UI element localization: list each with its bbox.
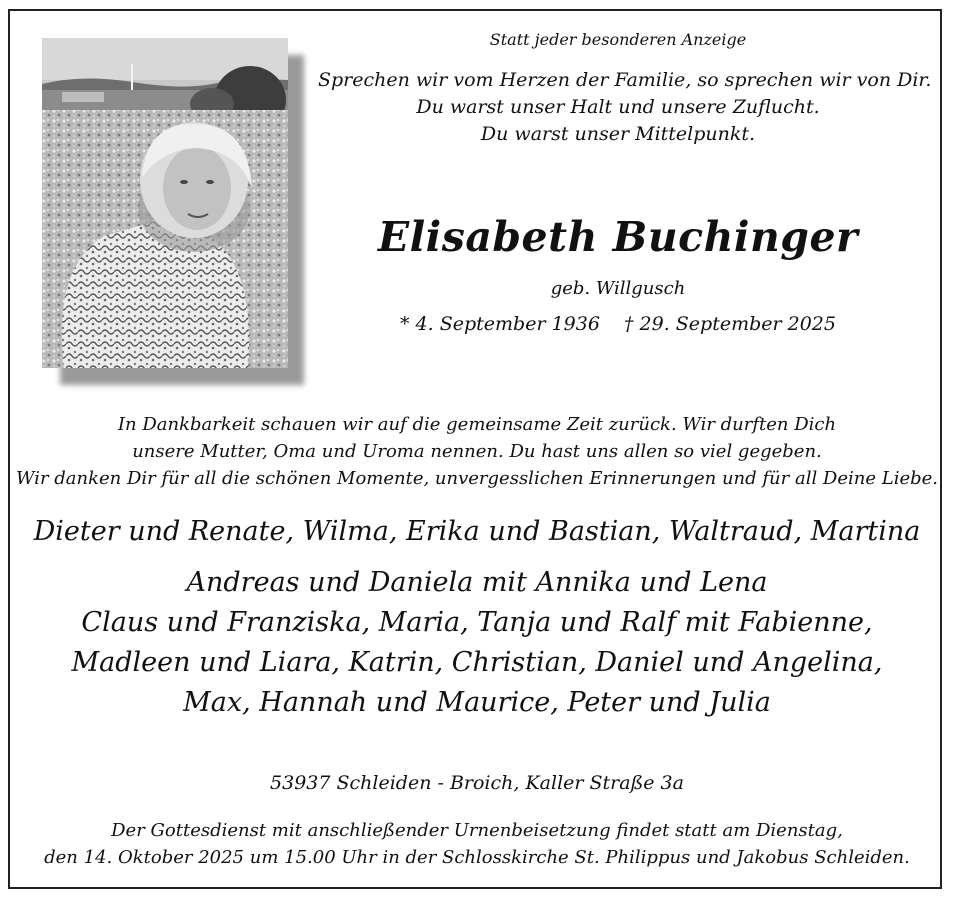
portrait-photo (42, 38, 288, 368)
family-names-children: Dieter und Renate, Wilma, Erika und Bastian, Waltraud, Martina (33, 516, 921, 547)
service-line: Der Gottesdienst mit anschließender Urnenbeisetzung findet statt am Dienstag, (111, 820, 843, 841)
thanks-text (0, 411, 954, 492)
death-date: † 29. September 2025 (623, 313, 836, 335)
quote-line: Du warst unser Halt und unsere Zuflucht. (416, 96, 820, 118)
deceased-name: Elisabeth Buchinger (377, 213, 859, 261)
family-line: Claus und Franziska, Maria, Tanja und Ralf mit Fabienne, (81, 607, 873, 638)
service-line: den 14. Oktober 2025 um 15.00 Uhr in der Schlosskirche St. Philippus und Jakobus Schleiden. (44, 847, 910, 868)
family-names-grandchildren (0, 563, 954, 723)
intro-text: Statt jeder besonderen Anzeige (489, 30, 747, 49)
memorial-quote (318, 67, 932, 148)
family-line: Madleen und Liara, Katrin, Christian, Daniel und Angelina, (71, 647, 883, 678)
thanks-line: Wir danken Dir für all die schönen Momente, unvergesslichen Erinnerungen und für all Deine Liebe. (16, 468, 938, 489)
thanks-line: unsere Mutter, Oma und Uroma nennen. Du hast uns allen so viel gegeben. (132, 441, 822, 462)
address: 53937 Schleiden - Broich, Kaller Straße 3a (270, 772, 684, 794)
family-line: Max, Hannah und Maurice, Peter und Julia (183, 687, 771, 718)
birth-date: * 4. September 1936 (400, 313, 600, 335)
maiden-name: geb. Willgusch (550, 278, 686, 299)
service-info (0, 817, 954, 871)
quote-line: Sprechen wir vom Herzen der Familie, so sprechen wir von Dir. (318, 69, 932, 91)
portrait-photo-icon (42, 38, 288, 368)
quote-line: Du warst unser Mittelpunkt. (480, 123, 756, 145)
family-line: Andreas und Daniela mit Annika und Lena (186, 567, 768, 598)
life-dates (318, 313, 918, 335)
thanks-line: In Dankbarkeit schauen wir auf die gemeinsame Zeit zurück. Wir durften Dich (117, 414, 837, 435)
